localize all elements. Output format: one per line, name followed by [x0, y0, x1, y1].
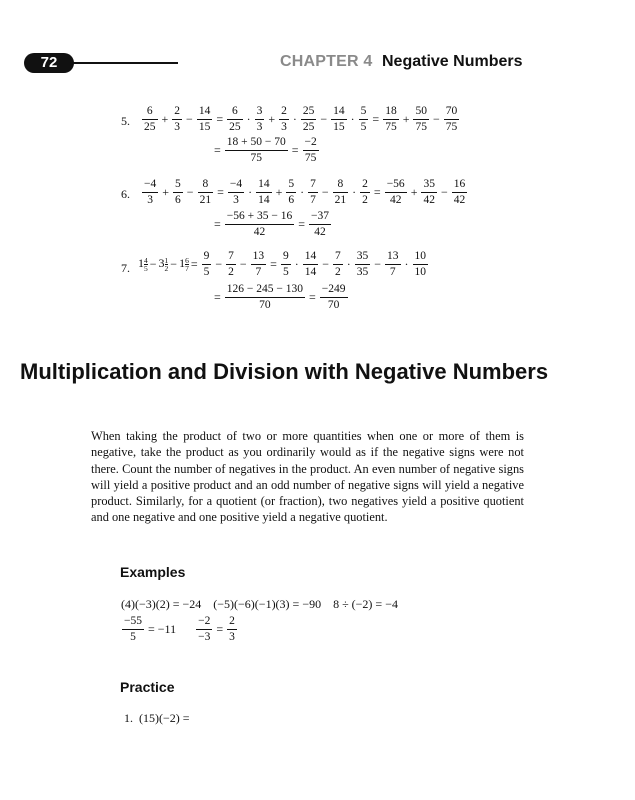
math-operator: −: [186, 185, 194, 199]
mixed-whole: 3: [158, 256, 165, 271]
math-operator: = −11: [148, 622, 177, 636]
math-operator: =: [214, 290, 221, 304]
fraction-numerator: −4: [142, 178, 158, 193]
math-operator: −: [374, 257, 381, 271]
fraction: [301, 105, 317, 134]
math-operator: =: [372, 112, 380, 126]
mixed-numerator: 6: [185, 256, 189, 265]
fraction-numerator: 10: [413, 250, 429, 265]
fraction-denominator: 2: [362, 194, 368, 206]
fraction-denominator: −3: [198, 631, 211, 643]
fraction-denominator: 15: [198, 121, 211, 133]
problem-5-line-1: [140, 105, 461, 134]
fraction-denominator: 25: [229, 121, 241, 133]
fraction-denominator: 75: [415, 121, 427, 133]
fraction-numerator: 50: [413, 105, 429, 120]
fraction: [281, 250, 291, 279]
fraction-numerator: 8: [198, 178, 214, 193]
fraction: [227, 105, 243, 134]
fraction: [228, 178, 244, 207]
fraction-denominator: 42: [423, 194, 435, 206]
fraction-denominator: 70: [259, 299, 271, 311]
math-operator: −: [149, 257, 157, 271]
fraction-numerator: 35: [421, 178, 437, 193]
fraction-numerator: 2: [279, 105, 289, 120]
fraction-numerator: −56 + 35 − 16: [225, 210, 294, 225]
problem-6-line-2: [212, 210, 333, 239]
math-operator: =: [270, 257, 277, 271]
fraction-numerator: −2: [303, 136, 319, 151]
fraction-denominator: 3: [256, 121, 263, 133]
fraction-numerator: 2: [360, 178, 370, 193]
math-operator: +: [268, 112, 276, 126]
fraction-numerator: 9: [281, 250, 291, 265]
fraction-numerator: 126 − 245 − 130: [225, 283, 305, 298]
fraction: [303, 250, 319, 279]
fraction-denominator: 15: [333, 121, 345, 133]
fraction-denominator: 7: [389, 266, 396, 278]
math-operator: −: [440, 185, 448, 199]
fraction-numerator: 16: [452, 178, 468, 193]
math-operator: =: [298, 217, 306, 231]
fraction-denominator: 3: [233, 194, 239, 206]
math-operator: =: [291, 143, 299, 157]
fraction: [255, 105, 265, 134]
math-operator: −: [215, 257, 223, 271]
math-operator: ·: [300, 185, 305, 199]
fraction-denominator: 42: [389, 194, 402, 206]
fraction: [333, 178, 349, 207]
math-operator: =: [217, 185, 224, 199]
fraction-numerator: 5: [359, 105, 369, 120]
fraction-numerator: 9: [202, 250, 212, 265]
mixed-denominator: 2: [164, 264, 169, 273]
math-operator: ·: [246, 112, 251, 126]
math-operator: +: [402, 112, 410, 126]
fraction-numerator: −37: [309, 210, 331, 225]
fraction: [227, 615, 237, 644]
problem-7-number: 7.: [121, 261, 130, 275]
fraction-denominator: 6: [288, 194, 295, 206]
fraction: [320, 283, 348, 312]
examples-line-2: [120, 615, 239, 644]
fraction: [225, 210, 294, 239]
fraction: [225, 283, 305, 312]
fraction-denominator: 3: [174, 121, 181, 133]
fraction-numerator: 18 + 50 − 70: [225, 136, 288, 151]
fraction-denominator: 75: [304, 152, 317, 164]
fraction-denominator: 35: [356, 266, 369, 278]
fraction-denominator: 2: [228, 266, 234, 278]
fraction-denominator: 10: [414, 266, 426, 278]
mixed-numerator: 1: [164, 256, 169, 265]
fraction: [385, 250, 401, 279]
math-operator: −: [320, 112, 328, 126]
chapter-title: Negative Numbers: [382, 53, 523, 70]
fraction-numerator: 2: [227, 615, 237, 630]
fraction-denominator: 2: [334, 266, 341, 278]
mixed-denominator: 5: [144, 264, 148, 273]
math-operator: +: [161, 112, 169, 126]
problem-5-line-2: [212, 136, 321, 165]
fraction-denominator: 3: [281, 121, 287, 133]
problem-7-line-2: [212, 283, 350, 312]
math-operator: ·: [352, 185, 357, 199]
fraction: [360, 178, 370, 207]
mixed-number: [179, 257, 189, 272]
fraction: [196, 615, 212, 644]
fraction: [413, 105, 429, 134]
fraction: [452, 178, 468, 207]
fraction: [331, 105, 347, 134]
math-operator: −: [239, 257, 247, 271]
fraction-numerator: 70: [444, 105, 460, 120]
fraction: [226, 250, 236, 279]
problem-6-number: 6.: [121, 187, 130, 201]
examples-heading: Examples: [120, 564, 186, 580]
fraction: [421, 178, 437, 207]
fraction-denominator: 21: [199, 194, 212, 206]
math-operator: =: [214, 217, 221, 231]
fraction-numerator: 5: [173, 178, 183, 193]
math-operator: =: [309, 290, 316, 304]
fraction-numerator: 18: [383, 105, 399, 120]
problem-6-line-1: [140, 178, 469, 207]
fraction-denominator: 5: [203, 266, 210, 278]
header-rule: [70, 62, 178, 64]
fraction-denominator: 14: [304, 266, 317, 278]
math-operator: +: [410, 185, 418, 199]
fraction-numerator: 7: [308, 178, 318, 193]
fraction: [413, 250, 429, 279]
fraction-numerator: 13: [251, 250, 267, 265]
fraction-numerator: 14: [256, 178, 272, 193]
page-number: 72: [24, 53, 74, 73]
problem-7-line-1: [138, 250, 430, 279]
fraction-denominator: 5: [130, 631, 136, 643]
fraction: [309, 210, 331, 239]
chapter-label: CHAPTER 4: [280, 53, 373, 70]
fraction-numerator: −249: [320, 283, 348, 298]
math-operator: +: [162, 185, 170, 199]
math-operator: =: [190, 257, 198, 271]
math-operator: ·: [292, 112, 297, 126]
fraction-numerator: −4: [228, 178, 244, 193]
fraction: [383, 105, 399, 134]
fraction-denominator: 7: [255, 266, 262, 278]
fraction-numerator: 5: [286, 178, 296, 193]
fraction: [359, 105, 369, 134]
mixed-numerator: 4: [144, 256, 148, 265]
math-operator: +: [275, 185, 283, 199]
fraction: [308, 178, 318, 207]
fraction-denominator: 75: [385, 121, 397, 133]
fraction-denominator: 75: [445, 121, 458, 133]
fraction: [385, 178, 407, 207]
fraction-numerator: 6: [227, 105, 243, 120]
math-operator: −: [170, 257, 178, 271]
fraction-denominator: 6: [175, 194, 181, 206]
math-operator: ·: [350, 112, 355, 126]
practice-item-1: 1. (15)(−2) =: [124, 711, 190, 725]
mixed-denominator: 7: [185, 264, 189, 273]
math-operator: −: [186, 112, 193, 126]
math-operator: ·: [346, 257, 351, 271]
math-operator: [178, 623, 194, 636]
fraction-numerator: 8: [333, 178, 349, 193]
mixed-whole: 1: [138, 256, 144, 271]
fraction: [122, 615, 144, 644]
fraction-denominator: 42: [453, 194, 466, 206]
fraction: [142, 178, 158, 207]
fraction: [444, 105, 460, 134]
fraction: [303, 136, 319, 165]
fraction: [355, 250, 371, 279]
fraction: [173, 178, 183, 207]
fraction: [286, 178, 296, 207]
fraction-numerator: −55: [122, 615, 144, 630]
fraction-numerator: −56: [385, 178, 407, 193]
fraction-numerator: −2: [196, 615, 212, 630]
fraction-numerator: 14: [303, 250, 319, 265]
practice-heading: Practice: [120, 679, 175, 695]
fraction-numerator: 7: [333, 250, 343, 265]
math-operator: ·: [294, 257, 299, 271]
fraction-numerator: 13: [385, 250, 401, 265]
fraction: [256, 178, 272, 207]
fraction-numerator: 6: [142, 105, 158, 120]
fraction: [279, 105, 289, 134]
fraction: [333, 250, 343, 279]
math-operator: −: [432, 112, 440, 126]
fraction: [251, 250, 267, 279]
examples-line-1: (4)(−3)(2) = −24 (−5)(−6)(−1)(3) = −90 8 ÷ (−2) = −4: [121, 597, 398, 611]
fraction: [197, 105, 213, 134]
math-operator: ·: [404, 257, 409, 271]
math-operator: −: [321, 185, 329, 199]
fraction-numerator: 3: [255, 105, 265, 120]
mixed-whole: 1: [179, 256, 186, 271]
fraction-denominator: 5: [282, 266, 289, 278]
fraction-denominator: 7: [310, 194, 316, 206]
math-operator: =: [373, 185, 381, 199]
math-operator: =: [214, 143, 221, 157]
mixed-number: [159, 257, 169, 272]
section-body: When taking the product of two or more quantities when one or more of them is negative, take the product as you ordinarily would as if the negative signs were not there. Count the number of negatives in the product. An even number of negative signs will yield a positive product and an odd number of negative signs will yield a negative product. Similarly, for a quotient (or fraction), two negatives yield a positive quotient and one negative and one positive yield a negative quotient.: [91, 429, 524, 525]
fraction-denominator: 25: [302, 121, 315, 133]
mixed-number: [138, 257, 148, 272]
fraction: [172, 105, 182, 134]
fraction-numerator: 2: [172, 105, 182, 120]
fraction-numerator: 35: [355, 250, 371, 265]
fraction: [202, 250, 212, 279]
fraction: [198, 178, 214, 207]
fraction-numerator: 7: [226, 250, 236, 265]
fraction-denominator: 21: [334, 194, 347, 206]
math-operator: =: [216, 112, 224, 126]
fraction-denominator: 3: [229, 631, 235, 643]
section-title: Multiplication and Division with Negative Numbers: [20, 359, 549, 384]
fraction-numerator: 14: [331, 105, 347, 120]
problem-5-number: 5.: [121, 114, 130, 128]
math-operator: ·: [248, 185, 253, 199]
math-operator: −: [322, 257, 329, 271]
fraction-denominator: 42: [253, 226, 266, 238]
fraction-denominator: 14: [258, 194, 270, 206]
fraction: [225, 136, 288, 165]
fraction-denominator: 70: [327, 299, 340, 311]
fraction-denominator: 75: [250, 152, 263, 164]
fraction-denominator: 25: [144, 121, 156, 133]
fraction-denominator: 5: [360, 121, 367, 133]
fraction-numerator: 25: [301, 105, 317, 120]
fraction-denominator: 3: [147, 194, 153, 206]
fraction: [142, 105, 158, 134]
fraction-denominator: 42: [314, 226, 326, 238]
fraction-numerator: 14: [197, 105, 213, 120]
math-operator: =: [216, 622, 224, 636]
